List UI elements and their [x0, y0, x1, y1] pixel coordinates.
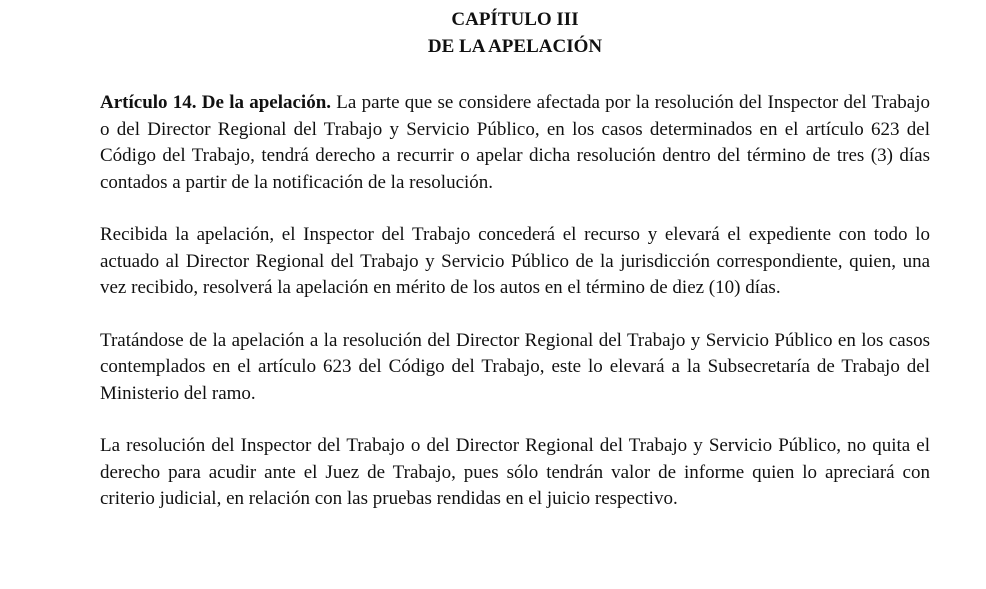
- chapter-title: DE LA APELACIÓN: [427, 36, 603, 57]
- chapter-heading: [100, 6, 930, 60]
- body-paragraph-1: Recibida la apelación, el Inspector del Trabajo concederá el recurso y elevará el expediente con todo lo actuado al Director Regional del Trabajo y Servicio Público de la jurisdicción correspondiente, quien, una vez recibido, resolverá la apelación en mérito de los autos en el término de diez (10) días.: [100, 224, 930, 298]
- chapter-number: CAPÍTULO III: [451, 9, 579, 30]
- document-page: [100, 6, 930, 513]
- article-text: La parte que se considere afectada por la resolución del Inspector del Trabajo o del Director Regional del Trabajo y Servicio Público, en los casos determinados en el artículo 623 del Código del Trabajo, tendrá derecho a recurrir o apelar dicha resolución dentro del término de tres (3) días contados a partir de la notificación de la resolución.: [100, 92, 930, 193]
- article-heading: Artículo 14. De la apelación.: [100, 92, 332, 113]
- body-paragraph-3: La resolución del Inspector del Trabajo o del Director Regional del Trabajo y Servicio Público, no quita el derecho para acudir ante el Juez de Trabajo, pues sólo tendrán valor de informe quien lo apreciará con criterio judicial, en relación con las pruebas rendidas en el juicio respectivo.: [100, 435, 930, 509]
- body-paragraph-2: Tratándose de la apelación a la resolución del Director Regional del Trabajo y Servicio Público en los casos contemplados en el artículo 623 del Código del Trabajo, este lo elevará a la Subsecretaría de Trabajo del Ministerio del ramo.: [100, 329, 930, 404]
- article-paragraph: [100, 90, 930, 196]
